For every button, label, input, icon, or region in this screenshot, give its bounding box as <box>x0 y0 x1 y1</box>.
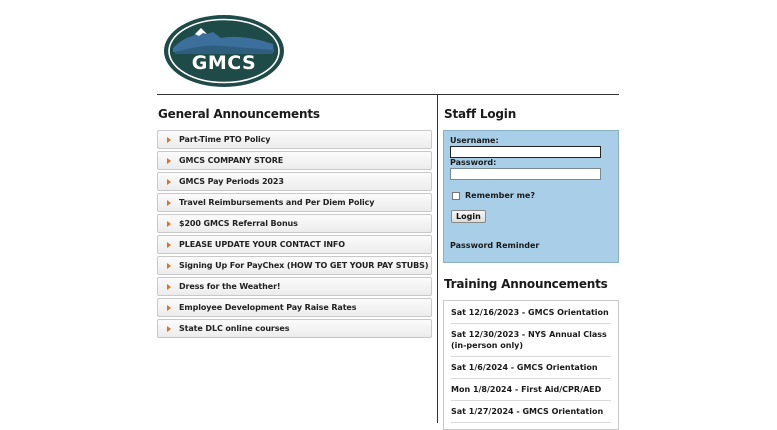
arrow-right-icon <box>167 200 171 206</box>
arrow-right-icon <box>167 158 171 164</box>
remember-me-label[interactable]: Remember me? <box>465 191 535 200</box>
announcement-item[interactable] <box>157 319 432 338</box>
announcement-label: Travel Reimbursements and Per Diem Policy <box>179 198 375 207</box>
arrow-right-icon <box>167 221 171 227</box>
announcement-label: PLEASE UPDATE YOUR CONTACT INFO <box>179 240 346 249</box>
password-label: Password: <box>450 158 497 167</box>
announcement-item[interactable] <box>157 151 432 170</box>
announcement-label: Signing Up For PayChex (HOW TO GET YOUR PAY STUBS) <box>179 261 429 270</box>
arrow-right-icon <box>167 137 171 143</box>
password-reminder-link[interactable]: Password Reminder <box>450 241 540 250</box>
remember-me-row <box>452 191 535 200</box>
announcement-label: Part-Time PTO Policy <box>179 135 271 144</box>
arrow-right-icon <box>167 305 171 311</box>
training-title: Training Announcements <box>444 277 608 291</box>
training-item[interactable]: Sat 12/16/2023 - GMCS Orientation <box>451 301 611 324</box>
header-divider <box>157 94 619 95</box>
announcement-item[interactable] <box>157 193 432 212</box>
announcement-label: State DLC online courses <box>179 324 290 333</box>
announcements-title: General Announcements <box>158 107 320 121</box>
staff-login-title: Staff Login <box>444 107 517 121</box>
training-list <box>443 300 619 430</box>
announcement-item[interactable] <box>157 214 432 233</box>
announcement-item[interactable] <box>157 130 432 149</box>
announcement-label: GMCS Pay Periods 2023 <box>179 177 284 186</box>
logo-text: GMCS <box>191 52 257 74</box>
announcement-item[interactable] <box>157 298 432 317</box>
arrow-right-icon <box>167 263 171 269</box>
announcement-item[interactable] <box>157 277 432 296</box>
username-label: Username: <box>450 136 499 145</box>
announcement-label: $200 GMCS Referral Bonus <box>179 219 298 228</box>
remember-me-checkbox[interactable] <box>452 192 460 200</box>
announcement-label: Dress for the Weather! <box>179 282 281 291</box>
login-button[interactable]: Login <box>451 210 486 223</box>
announcements-list <box>157 130 432 340</box>
training-item[interactable]: Sat 1/6/2024 - GMCS Orientation <box>451 357 611 379</box>
announcement-label: GMCS COMPANY STORE <box>179 156 284 165</box>
arrow-right-icon <box>167 242 171 248</box>
arrow-right-icon <box>167 284 171 290</box>
column-divider <box>437 95 438 423</box>
arrow-right-icon <box>167 179 171 185</box>
login-form <box>443 130 619 263</box>
password-input[interactable] <box>450 168 601 180</box>
announcement-label: Employee Development Pay Raise Rates <box>179 303 357 312</box>
arrow-right-icon <box>167 326 171 332</box>
training-item[interactable]: Sat 12/30/2023 - NYS Annual Class (in-person only) <box>451 324 611 357</box>
gmcs-logo <box>163 14 285 88</box>
training-item[interactable]: Sat 1/27/2024 - GMCS Orientation <box>451 401 611 423</box>
training-item[interactable]: Mon 1/8/2024 - First Aid/CPR/AED <box>451 379 611 401</box>
announcement-item[interactable] <box>157 172 432 191</box>
announcement-item[interactable] <box>157 256 432 275</box>
announcement-item[interactable] <box>157 235 432 254</box>
username-input[interactable] <box>450 146 601 158</box>
